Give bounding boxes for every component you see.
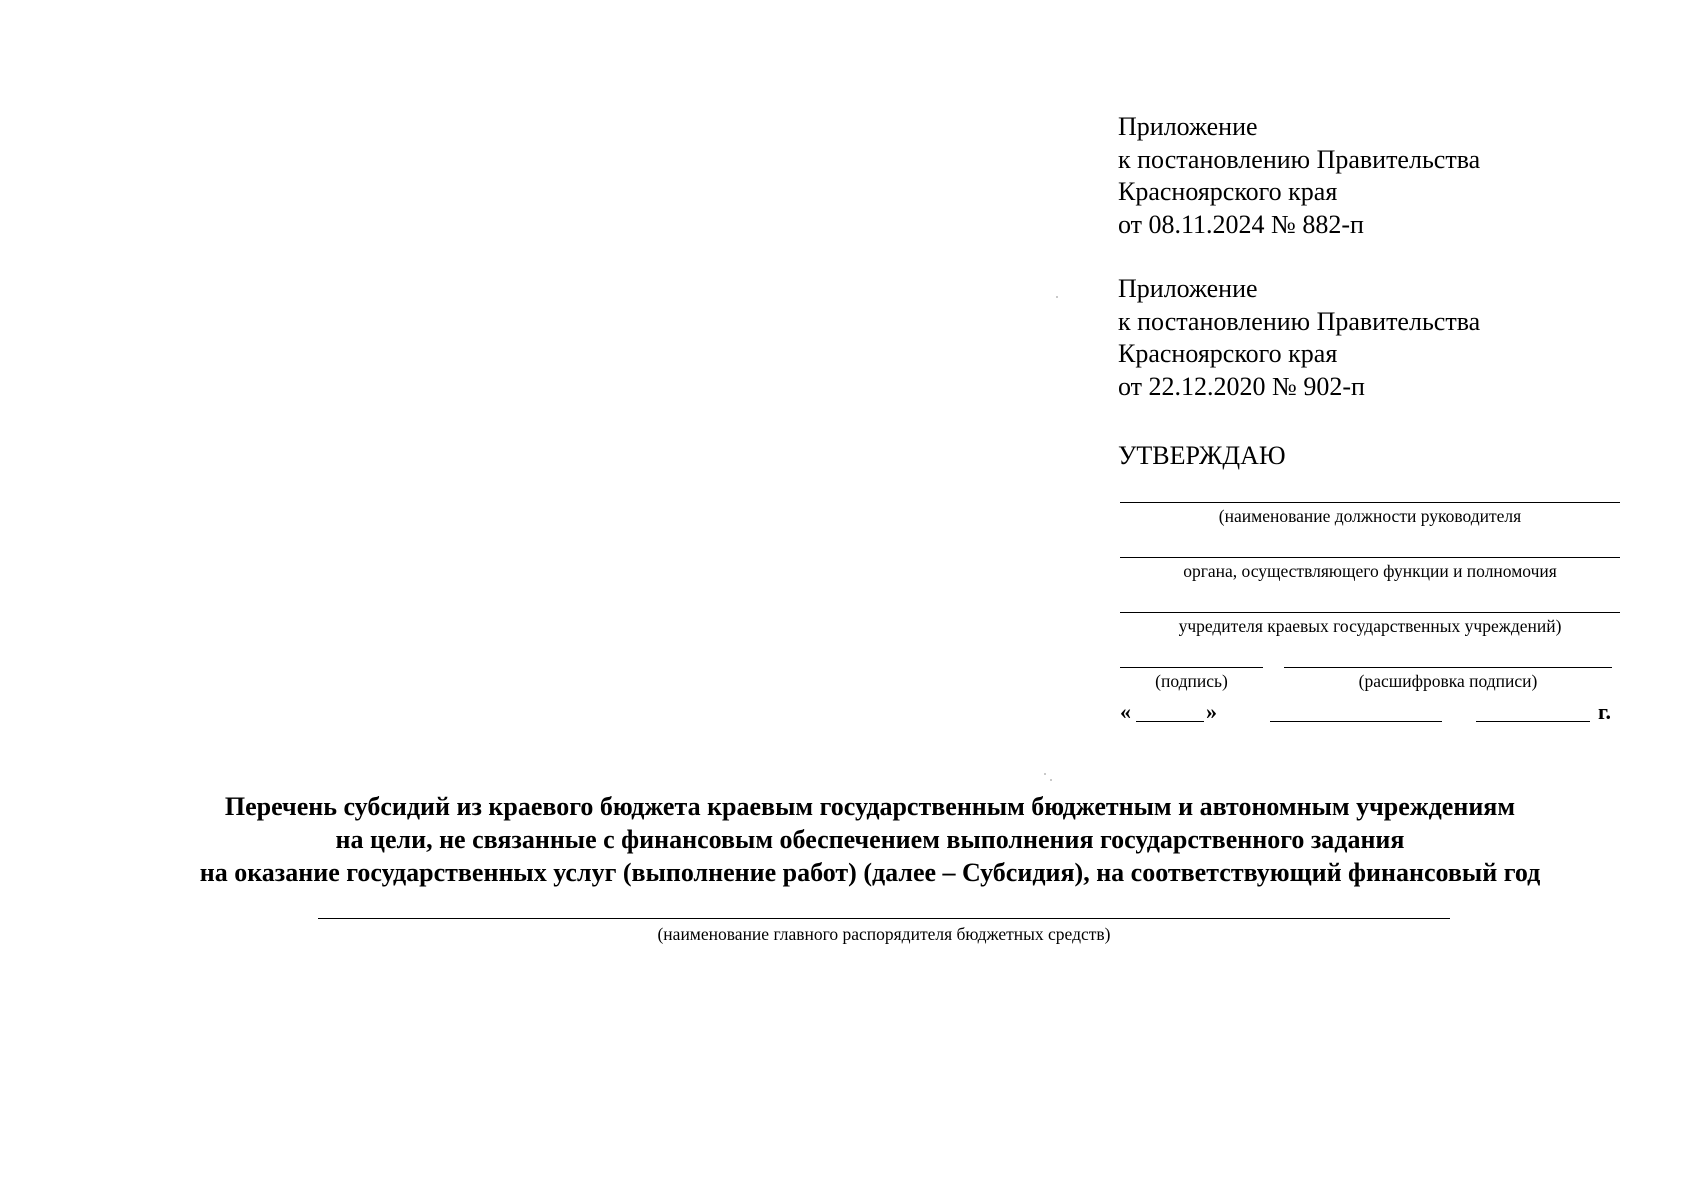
appendix-heading: Приложение [1118, 112, 1258, 141]
date-month-line [1270, 721, 1442, 722]
appendix-block-original [1118, 273, 1480, 403]
signature-line [1120, 667, 1263, 668]
signature-decoding-line [1284, 667, 1612, 668]
appendix-resolution-ref: к постановлению Правительства [1118, 306, 1481, 336]
distributor-line [318, 918, 1450, 919]
approval-organ-line [1120, 557, 1620, 558]
appendix-resolution-ref: к постановлению Правительства [1118, 144, 1481, 174]
scan-speck [1050, 779, 1052, 781]
date-close-quote: » [1206, 699, 1217, 724]
date-year-suffix: г. [1598, 699, 1612, 724]
appendix-heading: Приложение [1118, 274, 1258, 303]
appendix-region: Красноярского края [1118, 339, 1338, 368]
document-title [120, 790, 1620, 889]
scan-speck [1056, 296, 1058, 298]
signature-decoding-caption: (расшифровка подписи) [1358, 671, 1538, 691]
approval-organ-caption: органа, осуществляющего функции и полномочия [1183, 561, 1557, 581]
approval-position-line [1120, 502, 1620, 503]
distributor-caption: (наименование главного распорядителя бюджетных средств) [657, 924, 1111, 944]
date-year-line [1476, 721, 1590, 722]
appendix-block-current [1118, 111, 1480, 241]
title-line-3: на оказание государственных услуг (выполнение работ) (далее – Субсидия), на соответствующий финансовый год [199, 858, 1541, 887]
approval-founder-caption: учредителя краевых государственных учреждений) [1178, 616, 1562, 636]
approval-position-caption: (наименование должности руководителя [1218, 506, 1522, 526]
approval-founder-line [1120, 612, 1620, 613]
title-line-1: Перечень субсидий из краевого бюджета краевым государственным бюджетным и автономным учреждениям [224, 792, 1516, 821]
appendix-date-number: от 22.12.2020 № 902-п [1118, 371, 1365, 401]
date-day-line [1136, 721, 1204, 722]
scan-speck [1044, 773, 1046, 775]
signature-caption: (подпись) [1155, 671, 1228, 691]
appendix-region: Красноярского края [1118, 177, 1338, 206]
date-open-quote: « [1120, 699, 1131, 724]
title-line-2: на цели, не связанные с финансовым обеспечением выполнения государственного задания [335, 825, 1405, 854]
appendix-date-number: от 08.11.2024 № 882-п [1118, 209, 1364, 239]
approval-label: УТВЕРЖДАЮ [1118, 441, 1286, 470]
